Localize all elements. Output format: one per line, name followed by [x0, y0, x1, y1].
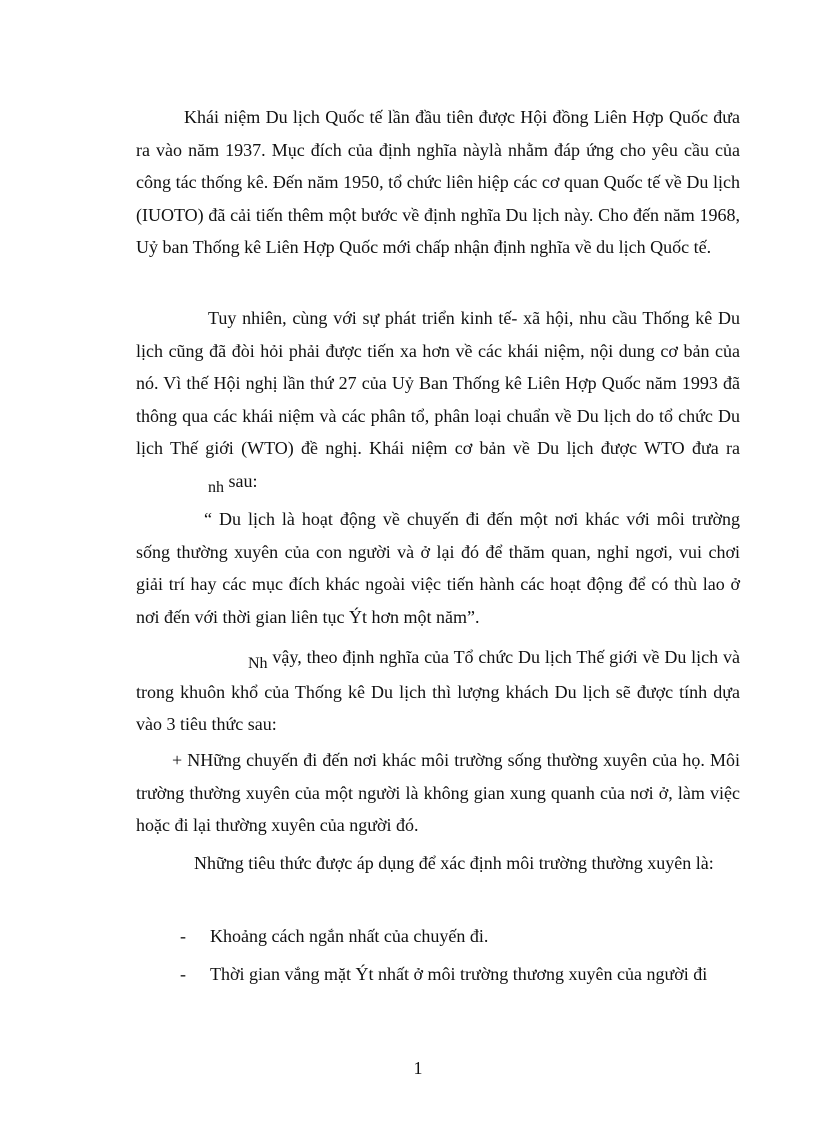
paragraph-text: “ Du lịch là hoạt động về chuyến đi đến một nơi khác với môi trường sống thường xuyên của con người và ở lại đó để thăm quan, nghỉ ngơi, vui chơi giải trí hay các mục đích khác ngoài việc tiến hành các hoạt động để có thù lao ở nơi đến với thời gian liên tục Ýt hơn một năm”.	[136, 509, 740, 627]
page-number: 1	[413, 1058, 423, 1078]
paragraph-text: + NHững chuyến đi đến nơi khác môi trường sống thường xuyên của họ. Môi trường thường xuyên của một người là không gian xung quanh của nơi ở, làm việc hoặc đi lại thường xuyên của người đó.	[136, 750, 740, 835]
paragraph-text: vậy, theo định nghĩa của Tổ chức Du lịch Thế giới về Du lịch và trong khuôn khổ của Thống kê Du lịch thì lượng khách Du lịch sẽ được tính dựa vào 3 tiêu thức sau:	[136, 647, 740, 734]
paragraph-definition-quote	[136, 503, 740, 633]
paragraph-criterion-one	[136, 744, 740, 842]
paragraph-criteria-intro	[136, 641, 740, 741]
paragraph-criteria-list-intro	[136, 847, 740, 880]
bullet-marker: -	[180, 926, 186, 946]
list-item-text: Khoảng cách ngắn nhất của chuyến đi.	[210, 926, 489, 946]
text-fragment: nh	[208, 478, 224, 496]
paragraph-wto-context	[136, 302, 740, 499]
list-item	[180, 958, 740, 991]
bullet-marker: -	[180, 964, 186, 984]
paragraph-text: Những tiêu thức được áp dụng để xác định môi trường thường xuyên là:	[194, 853, 714, 873]
paragraph-intro	[136, 101, 740, 264]
paragraph-text: Khái niệm Du lịch Quốc tế lần đầu tiên được Hội đồng Liên Hợp Quốc đưa ra vào năm 1937. Mục đích của định nghĩa nàylà nhằm đáp ứng cho yêu cầu của công tác thống kê. Đến năm 1950, tổ chức liên hiệp các cơ quan Quốc tế về Du lịch (IUOTO) đã cải tiến thêm một bước về định nghĩa Du lịch này. Cho đến năm 1968, Uỷ ban Thống kê Liên Hợp Quốc mới chấp nhận định nghĩa về du lịch Quốc tế.	[136, 107, 740, 257]
paragraph-text: Tuy nhiên, cùng với sự phát triển kinh tế- xã hội, nhu cầu Thống kê Du lịch cũng đã đòi hỏi phải được tiến xa hơn về các khái niệm, nội dung cơ bản của nó. Vì thế Hội nghị lần thứ 27 của Uỷ Ban Thống kê Liên Hợp Quốc năm 1993 đã thông qua các khái niệm và các phân tổ, phân loại chuẩn về Du lịch do tổ chức Du lịch Thế giới (WTO) đề nghị. Khái niệm cơ bản về Du lịch được WTO đưa ra	[136, 308, 740, 458]
list-item	[180, 920, 740, 953]
paragraph-tail: sau:	[224, 470, 258, 491]
list-item-text: Thời gian vắng mặt Ýt nhất ở môi trường thương xuyên của người đi	[210, 964, 708, 984]
text-fragment: Nh	[248, 655, 268, 672]
